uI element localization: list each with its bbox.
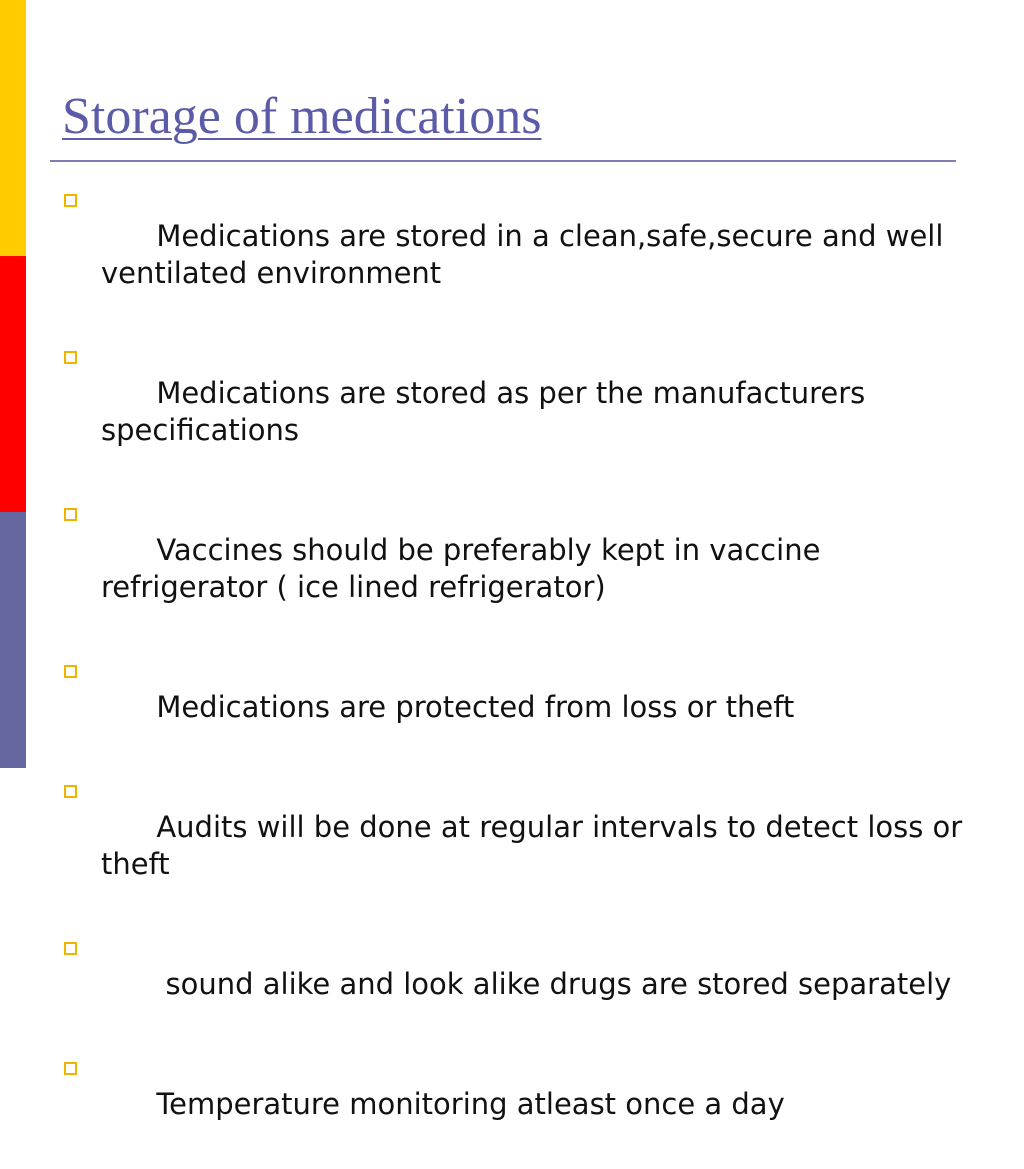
slide-title: Storage of medications <box>62 88 542 145</box>
bullet-text: Medications are protected from loss or theft <box>156 690 795 724</box>
bullet-item <box>64 652 964 763</box>
bullet-text: sound alike and look alike drugs are stored separately <box>156 967 952 1001</box>
bullet-item <box>64 181 964 329</box>
bullet-item <box>64 495 964 643</box>
bullet-text: Temperature monitoring atleast once a day <box>156 1087 785 1121</box>
hollow-square-bullet-icon <box>64 194 77 207</box>
bullet-item <box>64 772 972 920</box>
hollow-square-bullet-icon <box>64 785 77 798</box>
hollow-square-bullet-icon <box>64 942 77 955</box>
bullet-text: Medications are stored in a clean,safe,secure and well ventilated environment <box>101 219 953 290</box>
bullet-text: Vaccines should be preferably kept in vaccine refrigerator ( ice lined refrigerator) <box>101 533 830 604</box>
hollow-square-bullet-icon <box>64 351 77 364</box>
bullet-text: Audits will be done at regular intervals to detect loss or theft <box>101 810 972 881</box>
bullet-item <box>64 929 964 1040</box>
accent-bar-blue <box>0 512 26 768</box>
bullet-item <box>64 1049 964 1160</box>
title-divider <box>50 160 956 162</box>
hollow-square-bullet-icon <box>64 508 77 521</box>
bullet-item <box>64 338 964 486</box>
accent-bar-red <box>0 256 26 512</box>
bullet-text: Medications are stored as per the manufacturers specifications <box>101 376 875 447</box>
bullet-list <box>64 181 972 1169</box>
hollow-square-bullet-icon <box>64 1062 77 1075</box>
accent-bar-yellow <box>0 0 26 256</box>
hollow-square-bullet-icon <box>64 665 77 678</box>
